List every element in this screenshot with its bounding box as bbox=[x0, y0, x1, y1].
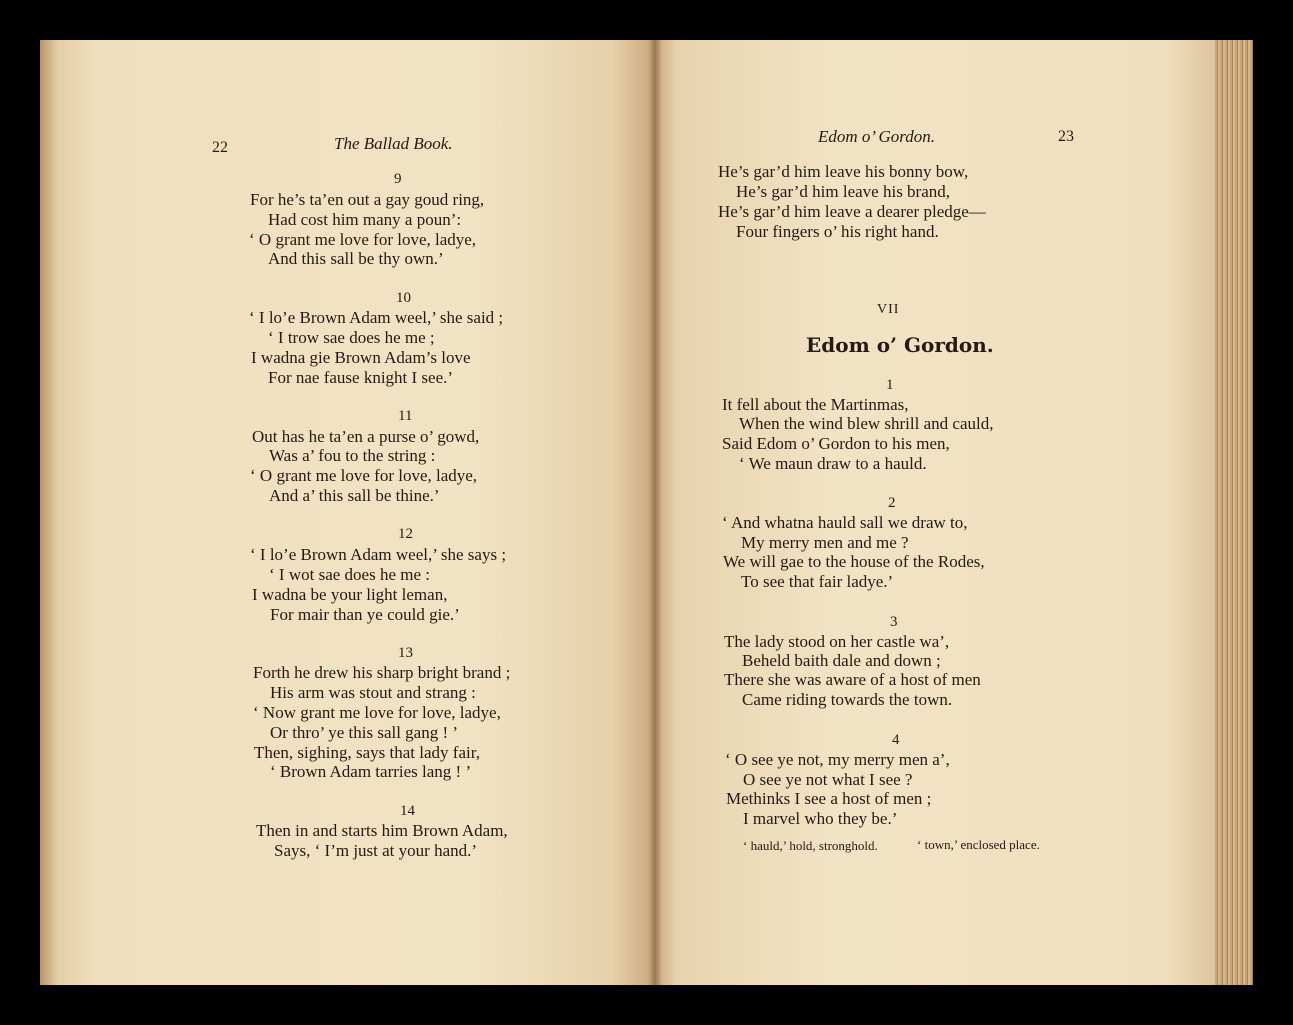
verse-line: ‘ I lo’e Brown Adam weel,’ she says ; bbox=[250, 545, 507, 564]
stanza-number: 14 bbox=[400, 803, 415, 819]
verse-line: The lady stood on her castle wa’, bbox=[724, 632, 950, 651]
stanza-number: 2 bbox=[888, 495, 896, 511]
stanza-number: 10 bbox=[396, 290, 411, 306]
verse-line: Then, sighing, says that lady fair, bbox=[254, 743, 480, 762]
verse-line: Had cost him many a poun’: bbox=[268, 210, 462, 229]
verse-line: There she was aware of a host of men bbox=[724, 670, 981, 689]
verse-line: O see ye not what I see ? bbox=[743, 770, 913, 789]
section-number: VII bbox=[877, 302, 900, 317]
right-page bbox=[655, 40, 1253, 985]
running-head: Edom o’ Gordon. bbox=[818, 127, 935, 146]
verse-line: ‘ And whatna hauld sall we draw to, bbox=[722, 513, 968, 532]
ballad-title: Edom o’ Gordon. bbox=[806, 333, 994, 357]
page-number: 23 bbox=[1058, 128, 1074, 145]
verse-line: His arm was stout and strang : bbox=[270, 683, 476, 702]
page-edges bbox=[1215, 40, 1253, 985]
verse-line: I marvel who they be.’ bbox=[743, 809, 898, 828]
verse-line: Beheld baith dale and down ; bbox=[742, 651, 941, 670]
verse-line: ‘ I trow sae does he me ; bbox=[268, 328, 435, 347]
verse-line: Four fingers o’ his right hand. bbox=[736, 222, 939, 241]
footnote: ‘ hauld,’ hold, stronghold. bbox=[743, 838, 878, 853]
verse-line: He’s gar’d him leave his brand, bbox=[736, 182, 951, 201]
verse-line: ‘ I wot sae does he me : bbox=[269, 565, 430, 584]
verse-line: Came riding towards the town. bbox=[742, 690, 953, 709]
verse-line: Out has he ta’en a purse o’ gowd, bbox=[252, 427, 480, 446]
verse-line: ‘ Brown Adam tarries lang ! ’ bbox=[270, 762, 472, 781]
verse-line: Was a’ fou to the string : bbox=[269, 446, 436, 465]
verse-line: Said Edom o’ Gordon to his men, bbox=[722, 434, 950, 453]
verse-line: ‘ Now grant me love for love, ladye, bbox=[253, 703, 501, 722]
verse-line: ‘ O see ye not, my merry men a’, bbox=[725, 750, 950, 769]
stanza-number: 9 bbox=[394, 171, 402, 187]
verse-line: ‘ We maun draw to a hauld. bbox=[739, 454, 927, 473]
verse-line: And a’ this sall be thine.’ bbox=[269, 486, 440, 505]
stanza-number: 11 bbox=[398, 408, 413, 424]
verse-line: ‘ I lo’e Brown Adam weel,’ she said ; bbox=[249, 308, 504, 327]
left-page bbox=[40, 40, 655, 985]
verse-line: Says, ‘ I’m just at your hand.’ bbox=[274, 841, 478, 860]
verse-line: Then in and starts him Brown Adam, bbox=[256, 821, 508, 840]
verse-line: It fell about the Martinmas, bbox=[722, 395, 909, 414]
verse-line: He’s gar’d him leave his bonny bow, bbox=[718, 162, 969, 181]
verse-line: My merry men and me ? bbox=[741, 533, 909, 552]
stanza-number: 1 bbox=[886, 377, 894, 393]
verse-line: To see that fair ladye.’ bbox=[741, 572, 894, 591]
book-gutter bbox=[648, 40, 662, 985]
verse-line: Methinks I see a host of men ; bbox=[726, 789, 932, 808]
verse-line: When the wind blew shrill and cauld, bbox=[739, 414, 994, 433]
stanza-number: 3 bbox=[890, 614, 898, 630]
verse-line: ‘ O grant me love for love, ladye, bbox=[250, 466, 478, 485]
verse-line: And this sall be thy own.’ bbox=[268, 249, 444, 268]
stanza-number: 12 bbox=[398, 526, 413, 542]
running-head: The Ballad Book. bbox=[334, 134, 453, 153]
verse-line: We will gae to the house of the Rodes, bbox=[723, 552, 985, 571]
stanza-number: 4 bbox=[892, 732, 900, 748]
verse-line: I wadna gie Brown Adam’s love bbox=[251, 348, 471, 367]
verse-line: For mair than ye could gie.’ bbox=[270, 605, 460, 624]
verse-line: Or thro’ ye this sall gang ! ’ bbox=[270, 723, 459, 742]
verse-line: For he’s ta’en out a gay goud ring, bbox=[250, 190, 485, 209]
open-book bbox=[40, 40, 1253, 985]
verse-line: I wadna be your light leman, bbox=[252, 585, 448, 604]
verse-line: For nae fause knight I see.’ bbox=[268, 368, 454, 387]
verse-line: Forth he drew his sharp bright brand ; bbox=[253, 663, 511, 682]
stanza-number: 13 bbox=[398, 645, 413, 661]
verse-line: ‘ O grant me love for love, ladye, bbox=[249, 230, 477, 249]
verse-line: He’s gar’d him leave a dearer pledge— bbox=[718, 202, 986, 221]
page-number: 22 bbox=[212, 139, 228, 156]
footnote: ‘ town,’ enclosed place. bbox=[917, 837, 1040, 852]
